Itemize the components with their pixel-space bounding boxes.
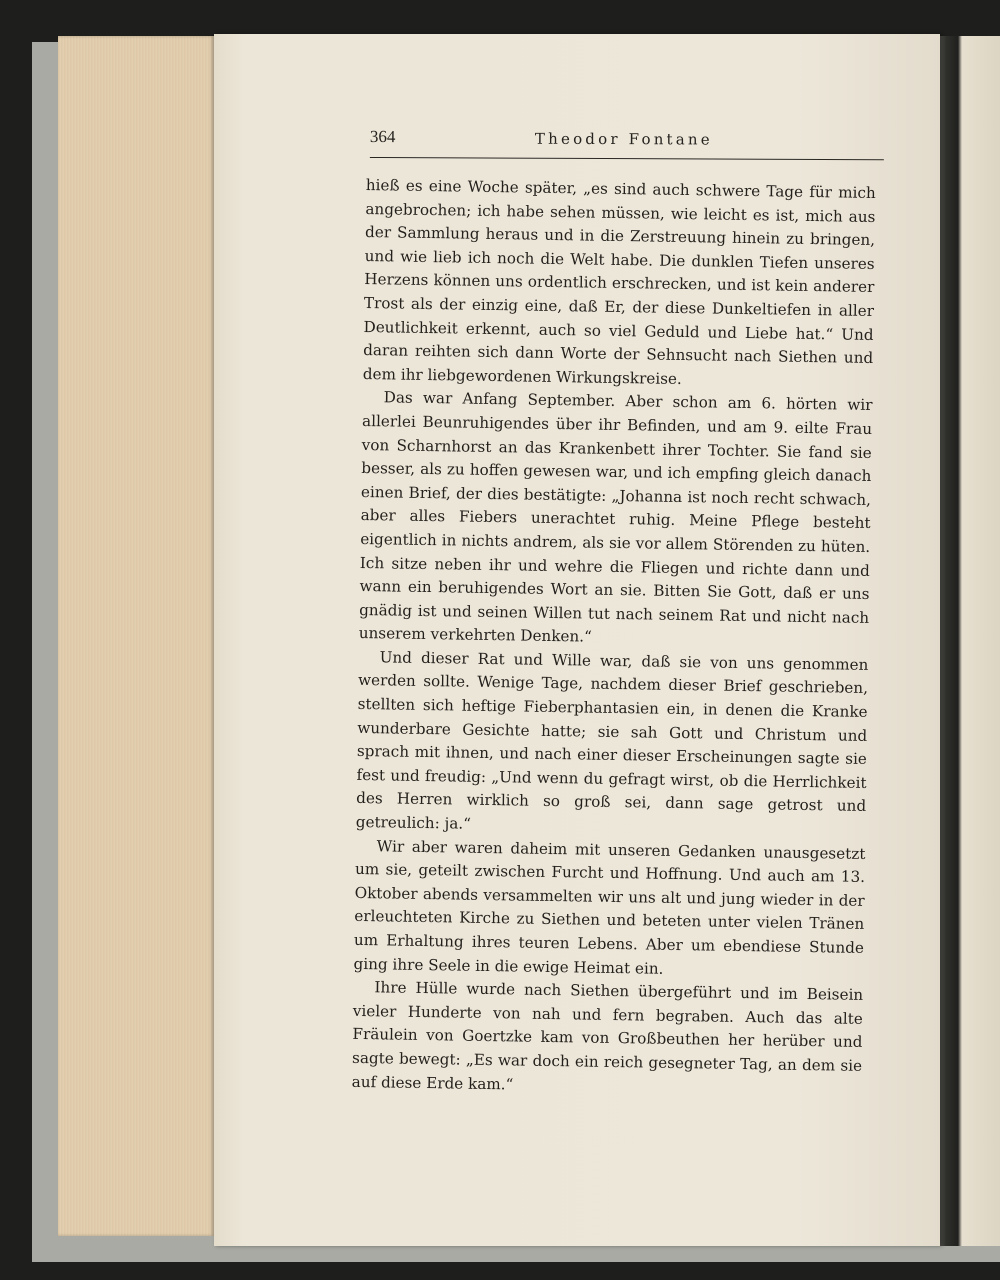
author-header: Theodor Fontane bbox=[534, 129, 713, 149]
paragraph: Und dieser Rat und Wille war, daß sie von uns genommen werden sollte. Wenige Tage, nachdem dieser Brief geschrieben, stellten sich heftige Fieberphantasien ein, in denen die Kranke wunderbare Gesichte hatte; sie sah Gott und Christum und sprach mit ihnen, und nach einer dieser Erscheinungen sagte sie fest und freudig: „Und wenn du gefragt wirst, ob die Herrlichkeit des Herren wirklich so groß sei, dann sage getrost und getreulich: ja.“ bbox=[355, 648, 869, 833]
running-header bbox=[370, 127, 884, 160]
paragraph: hieß es eine Woche später, „es sind auch schwere Tage für mich angebrochen; ich habe sehen müssen, wie leicht es ist, mich aus der Sammlung heraus und in die Zerstreuung hinein zu bringen, und wie lieb ich noch die Welt habe. Die dunklen Tiefen unseres Herzens können uns ordentlich erschrecken, und ist kein anderer Trost als der einzig eine, daß Er, der diese Dunkeltiefen in aller Deutlichkeit erkennt, auch so viel Geduld und Liebe hat.“ Und daran reihten sich dann Worte der Sehnsucht nach Siethen und dem ihr liebgewordenen Wirkungskreise. bbox=[362, 175, 876, 388]
book-binding-right bbox=[936, 36, 1000, 1246]
paragraph: Wir aber waren daheim mit unseren Gedanken unausgesetzt um sie, geteilt zwischen Furcht und Hoffnung. Und auch am 13. Oktober abends versammelten wir uns alt und jung wieder in der erleuchteten Kirche zu Siethen und beteten unter vielen Tränen um Erhaltung ihres teuren Lebens. Aber um ebendiese Stunde ging ihre Seele in die ewige Heimat ein. bbox=[353, 836, 866, 978]
page-number: 364 bbox=[369, 127, 396, 147]
body-text bbox=[352, 174, 876, 1102]
paragraph: Ihre Hülle wurde nach Siethen übergeführt und im Beisein vieler Hunderte von nah und fern begraben. Auch das alte Fräulein von Goertzke kam von Großbeuthen her herüber und sagte bewegt: „Es war doch ein reich gesegneter Tag, an dem sie auf diese Erde kam.“ bbox=[351, 978, 864, 1093]
paragraph: Das war Anfang September. Aber schon am 6. hörten wir allerlei Beunruhigendes über ihr Befinden, und am 9. eilte Frau von Scharnhorst an das Krankenbett ihrer Tochter. Sie fand sie besser, als zu hoffen gewesen war, und ich empfing gleich danach einen Brief, der dies bestätigte: „Johanna ist noch recht schwach, aber alles Fiebers unerachtet ruhig. Meine Pflege besteht eigentlich in nichts andrem, als sie vor allem Störenden zu hüten. Ich sitze neben ihr und wehre die Fliegen und richte dann und wann ein beruhigendes Wort an sie. Bitten Sie Gott, daß er uns gnädig ist und seinen Willen tut nach seinem Rat und nicht nach unserem verkehrten Denken.“ bbox=[358, 388, 873, 646]
page-block-edge bbox=[58, 36, 214, 1236]
book-page bbox=[214, 34, 940, 1246]
